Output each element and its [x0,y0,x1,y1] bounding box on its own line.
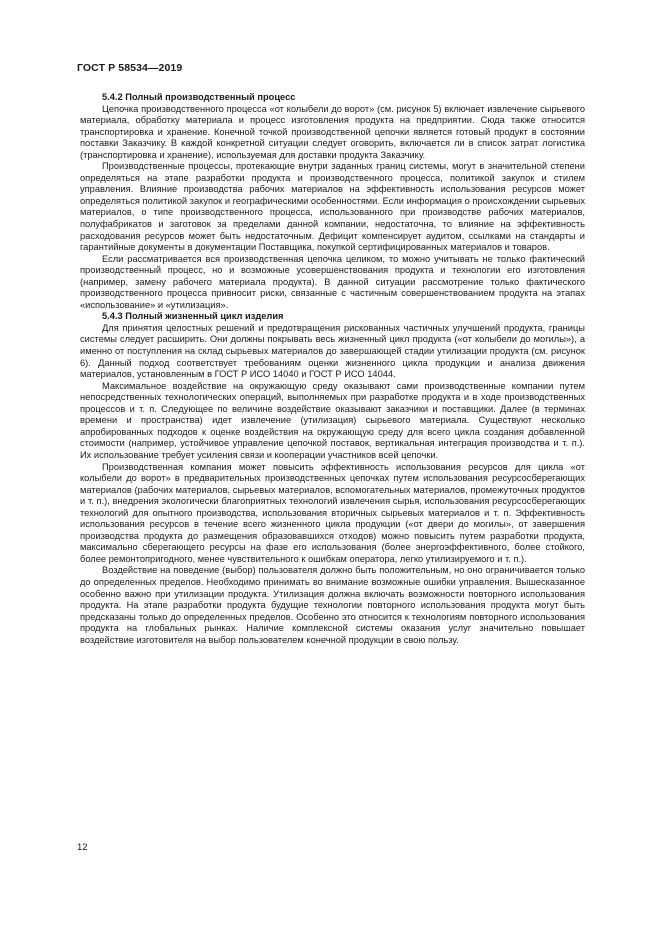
paragraph: Максимальное воздействие на окружающую среду оказывают сами производственные компании путем непосредственных технологических операций, выполняемых при разработке продукта и в ходе производственных процессов и т. п. Следующее по величине воздействие оказывают заказчики и поставщики. Далее (в терминах времени и пространства) идет извлечение (утилизация) сырьевого материала. Существуют несколько апробированных подходов к оценке воздействия на окружающую среду для всего цикла создания добавленной стоимости (например, устойчивое управление цепочкой поставок, вертикальная интеграция производства и т. п.). Их использование требует усиления связи и кооперации участников всей цепочки. [80,380,585,460]
document-body [80,92,585,646]
paragraph: Воздействие на поведение (выбор) пользователя должно быть положительным, но оно ограничивается только до определенных пределов. Необходимо принимать во внимание возможные ошибки управления. Вышесказанное особенно важно при утилизации продукта. Утилизация должна включать возможности повторного использования продукта. На этапе разработки продукта будущие технологии повторного использования продукта могут быть предсказаны только до определенных пределов. Особенно это относится к технологиям повторного использования продукта на глобальных рынках. Наличие комплексной системы оказания услуг значительно повышает воздействие изготовителя на выбор пользователем конечной продукции в свою пользу. [80,565,585,645]
paragraph: Производственные процессы, протекающие внутри заданных границ системы, могут в значительной степени определяться на этапе разработки продукта и производственного процесса, политикой закупок и стилем управления. Влияние производства рабочих материалов на эффективность использования ресурсов может определяться политикой закупок и географическими особенностями. Если информация о происхождении сырьевых материалов, о типе производственного процесса, использованного при производстве рабочих материалов, полуфабрикатов и заготовок за пределами данной компании, недостаточна, то влияние на эффективность расходования ресурсов может быть недостаточным. Дефицит компенсирует аудитом, ссылками на стандарты и гарантийные документы в документации Поставщика, покупкой сертифицированных материалов и товаров. [80,161,585,253]
section-heading-5-4-3: 5.4.3 Полный жизненный цикл изделия [102,311,284,322]
document-header: ГОСТ Р 58534—2019 [77,62,183,74]
section-heading-5-4-2: 5.4.2 Полный производственный процесс [102,92,296,102]
paragraph: Если рассматривается вся производственная цепочка целиком, то можно учитывать не только фактический производственный процесс, но и возможные усовершенствования продукта и технологии его изготовления (например, замену рабочего материала продукта). В данной ситуации рассмотрение только фактического производственного процесса привносит риски, связанные с частичным совершенствованием продукта на этапах «использование» и «утилизация». [80,253,585,310]
paragraph: Для принятия целостных решений и предотвращения рискованных частичных улучшений продукта, границы системы следует расширить. Они должны покрывать весь жизненный цикл продукта («от колыбели до могилы»), а именно от поступления на склад сырьевых материалов до завершающей стадии утилизации продукта (см. рисунок 6). Данный подход соответствует требованиям оценки жизненного цикла продукции и анализа движения материалов, установленным в ГОСТ Р ИСО 14040 и ГОСТ Р ИСО 14044. [80,322,585,380]
paragraph: Цепочка производственного процесса «от колыбели до ворот» (см. рисунок 5) включает извлечение сырьевого материала, обработку материала и процесс изготовления продукта на предприятии. Сюда также относится транспортировка и хранение. Конечной точкой производственной цепочки является готовый продукт в состоянии поставки Заказчику. В каждой конкретной ситуации следует оговорить, включается ли в список затрат логистика (транспортировка и хранение), используемая для доставки продукта Заказчику. [80,103,585,160]
page-number: 12 [77,842,88,853]
paragraph: Производственная компания может повысить эффективность использования ресурсов для цикла «от колыбели до ворот» в предварительных производственных цепочках путем использования ресурсосберегающих материалов (рабочих материалов, сырьевых материалов, вспомогательных материалов, промежуточных продуктов и т. п.), внедрения экологически благоприятных технологий извлечения сырья, использования ресурсосберегающих технологий для опытного производства, использования вторичных сырьевых материалов и т. п. Эффективность использования ресурсов в течение всего жизненного цикла продукции («от двери до могилы», от завершения производства продукта до размещения образовавшихся отходов) можно повысить путем разработки продукта, максимально сберегающего ресурсы на фазе его использования (более энергоэффективного, более стойкого, более ремонтопригодного, менее чувствительного к ошибкам оператора, легко утилизируемого и т. п.). [80,461,585,564]
